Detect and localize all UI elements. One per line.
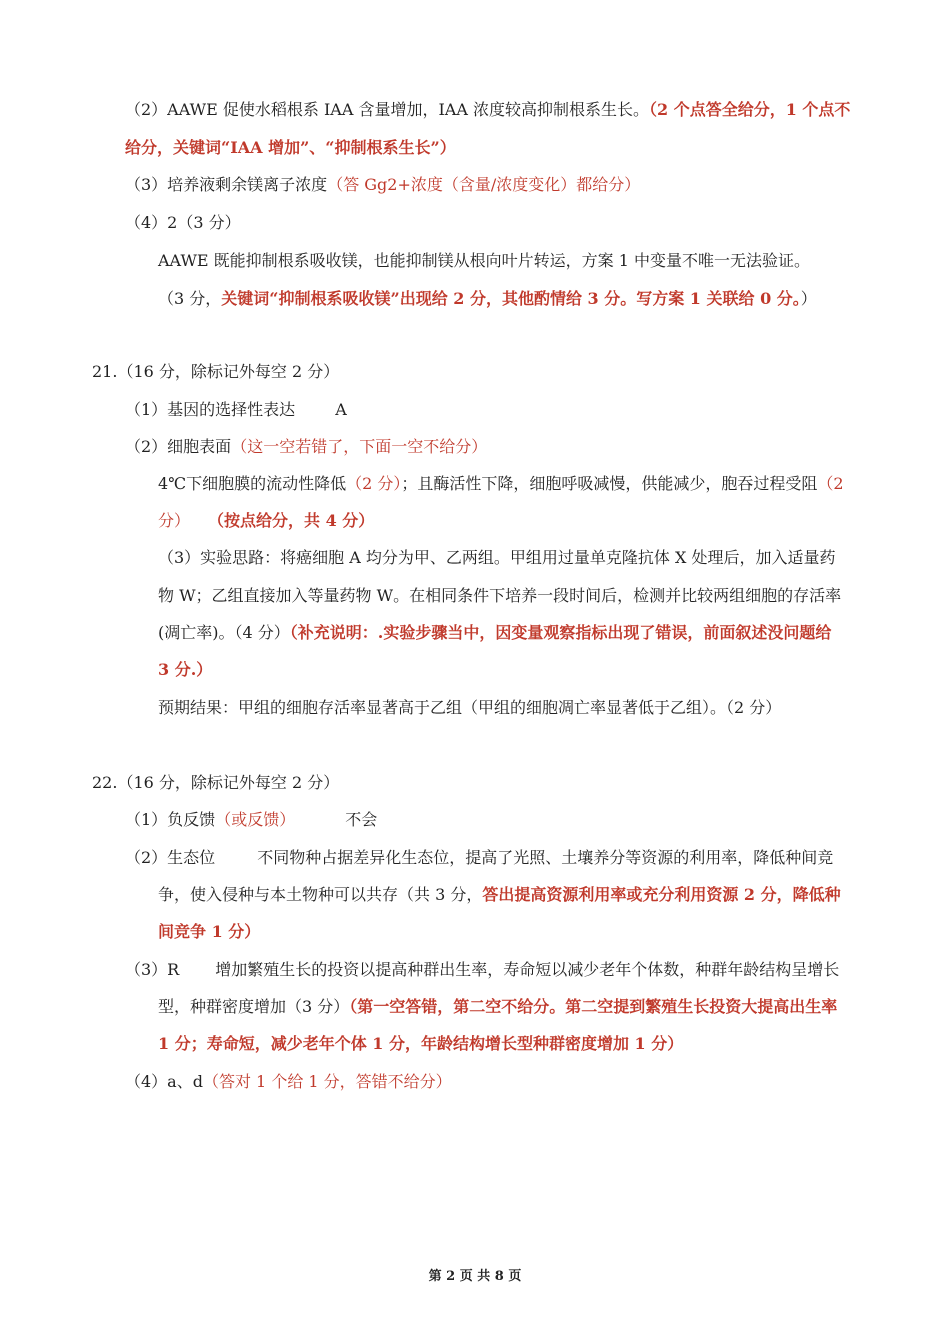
q21-part3-score: (凋亡率)。（4 分）	[158, 623, 290, 642]
q21-part2-note: （这一空若错了，下面一空不给分）	[231, 437, 488, 456]
q21-part1-answer2: A	[335, 400, 347, 419]
q20-part4-note	[158, 289, 817, 309]
q22-part2-note: 答出提高资源利用率或充分利用资源 2 分，降低种	[482, 885, 841, 904]
q22-part2-line1	[125, 848, 833, 868]
q21-expected-result: 预期结果：甲组的细胞存活率显著高于乙组（甲组的细胞凋亡率显著低于乙组）。（2 分）	[158, 698, 782, 717]
q21-part2-answer: （2）细胞表面	[125, 437, 232, 456]
q22-part3-exp-cont: 型，种群密度增加（3 分）	[158, 997, 350, 1016]
q20-part4-note-close: ）	[800, 289, 817, 308]
q22-part1-alt: （或反馈）	[215, 810, 296, 829]
q21-part3-line2: 物 W；乙组直接加入等量药物 W。在相同条件下培养一段时间后，检测并比较两组细胞的存活率	[158, 586, 842, 605]
q20-part2-note: （2 个点答全给分，1 个点不	[648, 100, 851, 119]
q22-part4-line	[125, 1072, 452, 1092]
q22-part3-line2	[158, 997, 837, 1017]
q22-part3-line1	[125, 960, 839, 980]
q22-part2-line2	[158, 885, 841, 905]
q22-part3-explanation: 增加繁殖生长的投资以提高种群出生率，寿命短以减少老年个体数，种群年龄结构呈增长	[215, 960, 840, 979]
q20-part4-note-open: （3 分，	[158, 289, 222, 308]
q20-part2-line2: 给分，关键词“IAA 增加”、“抑制根系生长”）	[125, 138, 456, 157]
q21-part2-exp-total: （按点给分，共 4 分）	[208, 511, 375, 530]
q22-part2-answer: （2）生态位	[125, 848, 216, 867]
q21-part3-note: （补充说明：.实验步骤当中，因变量观察指标出现了错误，前面叙述没问题给	[289, 623, 832, 642]
q21-part3-line3	[158, 623, 831, 643]
q22-part3-answer: （3）R	[125, 960, 180, 979]
q21-part2-explanation	[158, 474, 844, 494]
q21-part1-line	[125, 400, 347, 420]
q21-heading: 21.（16 分，除标记外每空 2 分）	[92, 362, 340, 381]
q21-part2-explanation-2	[158, 511, 374, 531]
q22-part2-exp-cont: 争，使入侵种与本土物种可以共存（共 3 分，	[158, 885, 483, 904]
q22-part1-line	[125, 810, 377, 830]
q21-part2-exp-c: ；且酶活性下降，细胞呼吸减慢，供能减少，胞吞过程受阻	[401, 474, 818, 493]
q22-part4-note: （答对 1 个给 1 分，答错不给分）	[202, 1072, 452, 1091]
q22-part4-answer: （4）a、d	[125, 1072, 203, 1091]
q22-part1-answer2: 不会	[345, 810, 378, 829]
q21-part3-line1: （3）实验思路：将癌细胞 A 均分为甲、乙两组。甲组用过量单克隆抗体 X 处理后，加入适量药	[158, 548, 836, 567]
q22-heading: 22.（16 分，除标记外每空 2 分）	[92, 773, 340, 792]
q21-part2-exp-score1: （2 分）	[346, 474, 402, 493]
q20-part3-answer: （3）培养液剩余镁离子浓度	[125, 175, 328, 194]
q22-part2-line3: 间竞争 1 分）	[158, 922, 261, 941]
q21-part2-exp-score2-end: 分）	[158, 511, 191, 530]
q22-part2-explanation: 不同物种占据差异化生态位，提高了光照、土壤养分等资源的利用率，降低种间竞	[257, 848, 834, 867]
q21-part1-answer: （1）基因的选择性表达	[125, 400, 296, 419]
q22-part3-note: （第一空答错，第二空不给分。第二空提到繁殖生长投资大提高出生率	[349, 997, 838, 1016]
q20-part3-line	[125, 175, 640, 195]
q22-part3-line3: 1 分；寿命短，减少老年个体 1 分，年龄结构增长型种群密度增加 1 分）	[158, 1034, 684, 1053]
q22-part1-answer: （1）负反馈	[125, 810, 216, 829]
q20-part4-body: AAWE 既能抑制根系吸收镁，也能抑制镁从根向叶片转运，方案 1 中变量不唯一无法验证。	[158, 251, 811, 270]
q20-part2-answer: （2）AAWE 促使水稻根系 IAA 含量增加，IAA 浓度较高抑制根系生长。	[125, 100, 649, 119]
q20-part3-note: （答 Gg2+浓度（含量/浓度变化）都给分）	[327, 175, 641, 194]
q21-part2-exp-a: 4℃下细胞膜的流动性降低	[158, 474, 347, 493]
q20-part2-line1	[125, 100, 850, 120]
q21-part2-line	[125, 437, 487, 457]
q20-part4-head: （4）2（3 分）	[125, 213, 241, 232]
q21-part2-exp-score2: （2	[817, 474, 844, 493]
q20-part4-note-text: 关键词“抑制根系吸收镁”出现给 2 分，其他酌情给 3 分。写方案 1 关联给 0 分。	[221, 289, 801, 308]
page-footer: 第 2 页 共 8 页	[428, 1269, 522, 1284]
q21-part3-line4: 3 分.）	[158, 660, 213, 679]
